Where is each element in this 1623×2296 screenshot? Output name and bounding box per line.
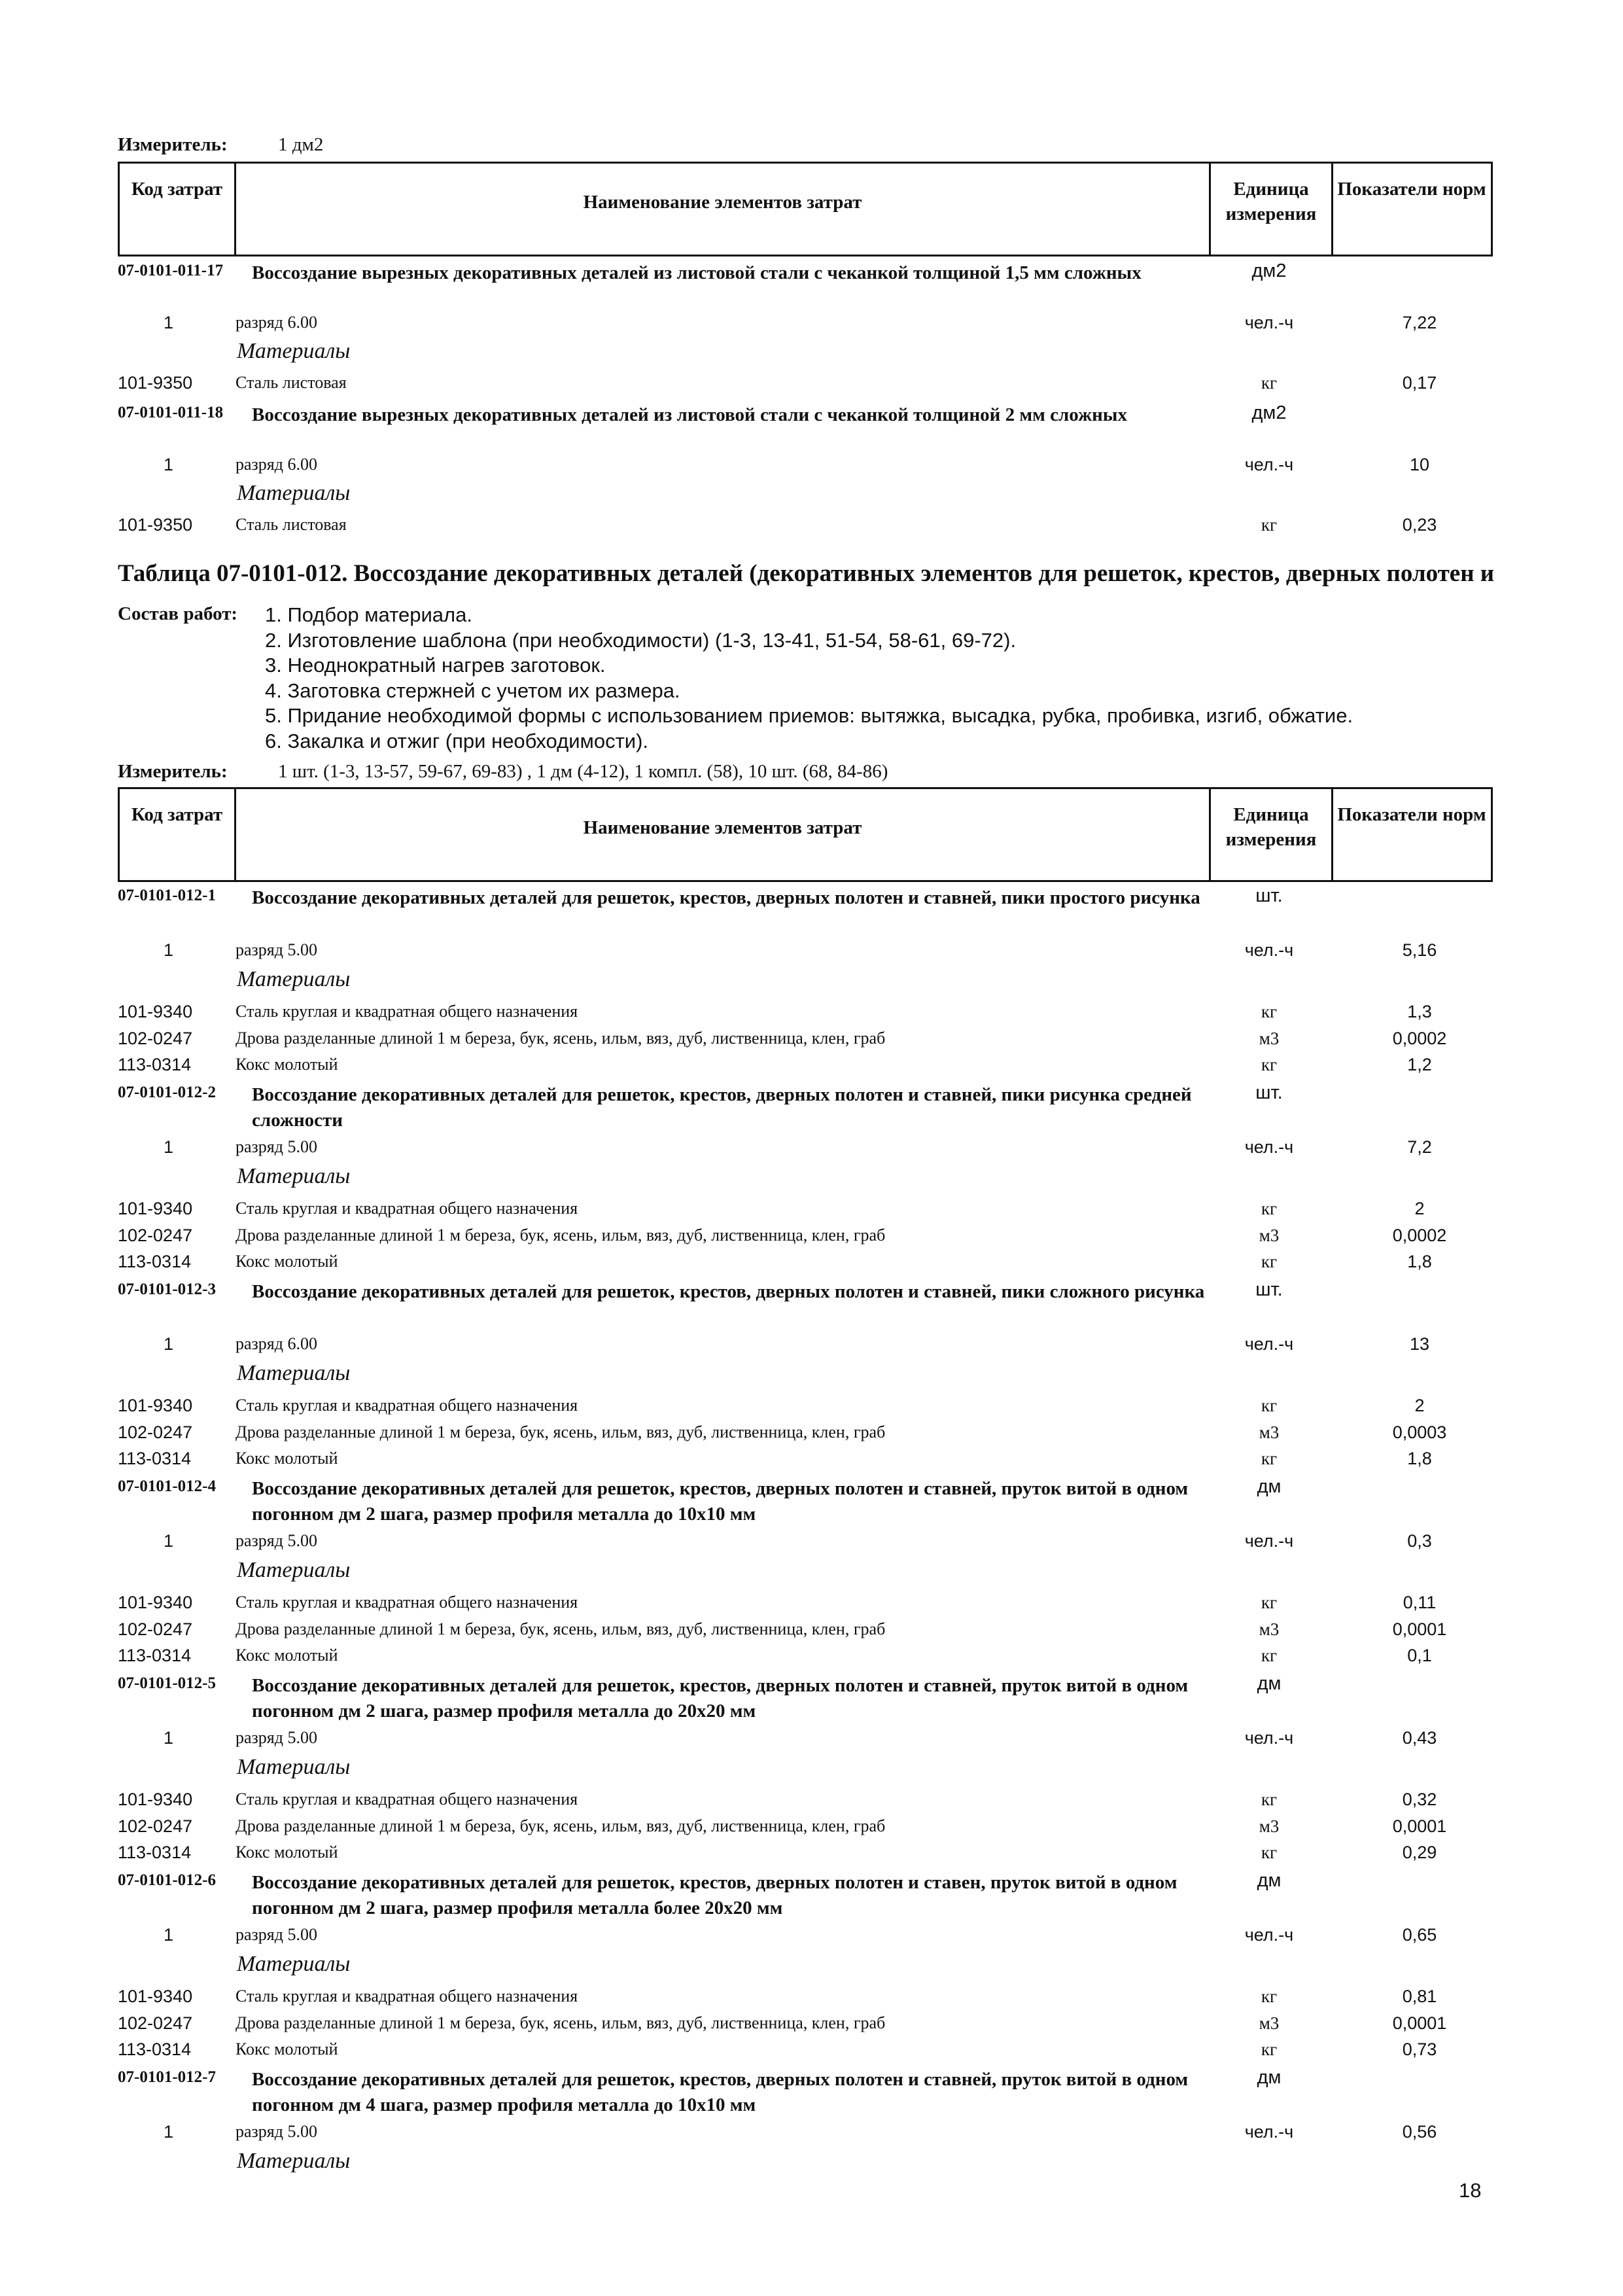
worker-unit: чел.-ч <box>1244 1531 1294 1551</box>
item-title: Воссоздание вырезных декоративных деталей из листовой стали с чеканкой толщиной 1,5 мм сложных <box>252 262 1142 283</box>
worker-value: 7,2 <box>1407 1137 1432 1157</box>
materials-label: Материалы <box>237 1558 351 1582</box>
materials-label: Материалы <box>237 481 351 505</box>
worker-code: 1 <box>164 1728 174 1748</box>
worker-name: разряд 6.00 <box>236 1334 317 1353</box>
material-unit: м3 <box>1259 1028 1280 1048</box>
table-header <box>118 162 1493 256</box>
material-code: 113-0314 <box>118 1843 192 1862</box>
material-value: 0,0002 <box>1392 1225 1447 1245</box>
header-name-2: Наименование элементов затрат <box>583 817 862 838</box>
material-unit: кг <box>1261 1055 1278 1074</box>
material-value: 0,17 <box>1402 373 1437 393</box>
table-header-2 <box>118 787 1493 882</box>
material-unit: кг <box>1261 2040 1278 2059</box>
material-name: Сталь листовая <box>236 373 347 392</box>
work-label: Состав работ: <box>118 603 238 624</box>
material-code: 113-0314 <box>118 1646 192 1665</box>
material-unit: м3 <box>1259 2013 1280 2033</box>
material-unit: кг <box>1261 1987 1278 2006</box>
worker-unit: чел.-ч <box>1244 1334 1294 1354</box>
header-code-2: Код затрат <box>131 804 223 825</box>
work-step: 5. Придание необходимой формы с использованием приемов: вытяжка, высадка, рубка, пробивка, изгиб, обжатие. <box>265 704 1353 727</box>
header-unit: Единица измерения <box>1225 179 1317 224</box>
worker-unit: чел.-ч <box>1244 1925 1294 1945</box>
material-name: Кокс молотый <box>236 2040 338 2058</box>
material-unit: кг <box>1261 1843 1278 1862</box>
worker-code: 1 <box>164 1925 174 1945</box>
work-step: 3. Неоднократный нагрев заготовок. <box>265 654 606 677</box>
worker-unit: чел.-ч <box>1244 2122 1294 2142</box>
table-title: Таблица 07-0101-012. Воссоздание декоративных деталей (декоративных элементов для решеток, крестов, дверных полотен и <box>118 560 1495 587</box>
materials-label: Материалы <box>237 1755 351 1779</box>
material-code: 102-0247 <box>118 2013 193 2033</box>
page-number: 18 <box>1459 2179 1482 2202</box>
material-name: Кокс молотый <box>236 1843 338 1862</box>
material-code: 113-0314 <box>118 2040 192 2059</box>
worker-value: 0,43 <box>1402 1728 1437 1748</box>
item-unit: дм2 <box>1251 260 1287 281</box>
material-unit: кг <box>1261 1252 1278 1271</box>
worker-value: 0,65 <box>1402 1925 1437 1945</box>
worker-code: 1 <box>164 313 174 332</box>
material-value: 0,0002 <box>1392 1028 1447 1048</box>
item-code: 07-0101-011-18 <box>118 404 224 421</box>
work-step: 6. Закалка и отжиг (при необходимости). <box>265 729 649 752</box>
worker-value: 13 <box>1409 1334 1430 1354</box>
item-title: Воссоздание декоративных деталей для решеток, крестов, дверных полотен и ставней, пруток витой в одном погонном дм 4 шага, размер профиля металла до 10х10 мм <box>252 2069 1189 2115</box>
material-code: 102-0247 <box>118 1028 193 1048</box>
worker-code: 1 <box>164 2122 174 2142</box>
material-unit: кг <box>1261 373 1278 393</box>
material-code: 102-0247 <box>118 1816 193 1836</box>
material-name: Дрова разделанные длиной 1 м береза, бук, ясень, ильм, вяз, дуб, лиственница, клен, граб <box>236 1028 886 1048</box>
header-name: Наименование элементов затрат <box>583 192 862 213</box>
worker-unit: чел.-ч <box>1244 940 1294 960</box>
material-unit: м3 <box>1259 1619 1280 1639</box>
material-unit: м3 <box>1259 1816 1280 1836</box>
item-unit: дм2 <box>1251 402 1287 423</box>
material-value: 0,29 <box>1402 1843 1437 1862</box>
materials-label: Материалы <box>237 1361 351 1385</box>
item-unit: дм <box>1257 2067 1282 2088</box>
worker-name: разряд 5.00 <box>236 1137 317 1156</box>
material-name: Дрова разделанные длиной 1 м береза, бук, ясень, ильм, вяз, дуб, лиственница, клен, граб <box>236 1619 886 1638</box>
header-norms-2: Показатели норм <box>1337 804 1486 825</box>
material-value: 0,11 <box>1403 1593 1437 1612</box>
header-norms: Показатели норм <box>1337 179 1486 200</box>
item-unit: шт. <box>1255 1279 1283 1300</box>
worker-name: разряд 6.00 <box>236 313 317 332</box>
material-code: 101-9340 <box>118 1002 193 1021</box>
worker-name: разряд 5.00 <box>236 1925 317 1944</box>
material-unit: кг <box>1261 1593 1278 1612</box>
item-title: Воссоздание вырезных декоративных деталей из листовой стали с чеканкой толщиной 2 мм сложных <box>252 404 1127 425</box>
header-code: Код затрат <box>131 179 223 200</box>
item-title: Воссоздание декоративных деталей для решеток, крестов, дверных полотен и ставней, пики рисунка средней сложности <box>252 1084 1192 1131</box>
measure-label-2: Измеритель: <box>118 761 228 782</box>
materials-label: Материалы <box>237 2149 351 2173</box>
materials-label: Материалы <box>237 967 351 991</box>
worker-code: 1 <box>164 940 174 960</box>
worker-value: 0,56 <box>1402 2122 1437 2142</box>
item-code: 07-0101-012-6 <box>118 1871 216 1889</box>
worker-unit: чел.-ч <box>1244 1137 1294 1157</box>
material-value: 1,3 <box>1407 1002 1432 1021</box>
material-name: Дрова разделанные длиной 1 м береза, бук, ясень, ильм, вяз, дуб, лиственница, клен, граб <box>236 1816 886 1835</box>
material-name: Сталь круглая и квадратная общего назначения <box>236 1002 578 1021</box>
material-unit: кг <box>1261 1449 1278 1468</box>
item-title: Воссоздание декоративных деталей для решеток, крестов, дверных полотен и ставней, пики простого рисунка <box>252 887 1200 908</box>
material-code: 101-9340 <box>118 1790 193 1809</box>
header-unit-2: Единица измерения <box>1225 804 1317 850</box>
material-value: 0,32 <box>1402 1790 1437 1809</box>
work-step: 1. Подбор материала. <box>265 603 472 626</box>
item-title: Воссоздание декоративных деталей для решеток, крестов, дверных полотен и ставней, пруток витой в одном погонном дм 2 шага, размер профиля металла до 10х10 мм <box>252 1478 1189 1525</box>
measure-value-2: 1 шт. (1-3, 13-57, 59-67, 69-83) , 1 дм (4-12), 1 компл. (58), 10 шт. (68, 84-86) <box>278 761 888 782</box>
worker-code: 1 <box>164 1531 174 1551</box>
worker-name: разряд 6.00 <box>236 455 317 474</box>
worker-value: 7,22 <box>1402 313 1437 332</box>
item-unit: дм <box>1257 1870 1282 1891</box>
work-step: 2. Изготовление шаблона (при необходимости) (1-3, 13-41, 51-54, 58-61, 69-72). <box>265 628 1017 652</box>
item-code: 07-0101-012-2 <box>118 1084 216 1101</box>
material-value: 2 <box>1414 1396 1425 1415</box>
material-code: 101-9350 <box>118 373 193 393</box>
worker-name: разряд 5.00 <box>236 1728 317 1747</box>
measure-value: 1 дм2 <box>278 134 324 155</box>
material-value: 1,8 <box>1407 1252 1432 1271</box>
worker-name: разряд 5.00 <box>236 2122 317 2141</box>
material-code: 102-0247 <box>118 1619 193 1639</box>
worker-value: 5,16 <box>1402 940 1437 960</box>
worker-unit: чел.-ч <box>1244 455 1294 474</box>
material-code: 113-0314 <box>118 1449 192 1468</box>
worker-unit: чел.-ч <box>1244 1728 1294 1748</box>
material-unit: м3 <box>1259 1225 1280 1245</box>
material-name: Дрова разделанные длиной 1 м береза, бук, ясень, ильм, вяз, дуб, лиственница, клен, граб <box>236 1422 886 1441</box>
material-value: 0,0001 <box>1392 2013 1447 2033</box>
material-unit: кг <box>1261 1790 1278 1809</box>
material-name: Сталь круглая и квадратная общего назначения <box>236 1790 578 1809</box>
material-name: Сталь круглая и квадратная общего назначения <box>236 1987 578 2005</box>
material-name: Кокс молотый <box>236 1055 338 1074</box>
material-code: 101-9340 <box>118 1396 193 1415</box>
item-title: Воссоздание декоративных деталей для решеток, крестов, дверных полотен и ставней, пруток витой в одном погонном дм 2 шага, размер профиля металла до 20х20 мм <box>252 1675 1189 1722</box>
item-code: 07-0101-012-4 <box>118 1477 216 1495</box>
material-name: Дрова разделанные длиной 1 м береза, бук, ясень, ильм, вяз, дуб, лиственница, клен, граб <box>236 1225 886 1245</box>
material-name: Сталь круглая и квадратная общего назначения <box>236 1199 578 1218</box>
material-value: 0,0003 <box>1392 1422 1447 1442</box>
worker-code: 1 <box>164 455 174 474</box>
material-name: Сталь круглая и квадратная общего назначения <box>236 1396 578 1415</box>
materials-label: Материалы <box>237 1952 351 1976</box>
item-title: Воссоздание декоративных деталей для решеток, крестов, дверных полотен и ставней, пики сложного рисунка <box>252 1281 1205 1302</box>
worker-code: 1 <box>164 1137 174 1157</box>
material-code: 101-9340 <box>118 1199 193 1218</box>
material-unit: кг <box>1261 1396 1278 1415</box>
item-unit: шт. <box>1255 1082 1283 1103</box>
material-name: Кокс молотый <box>236 1449 338 1468</box>
materials-label: Материалы <box>237 1164 351 1188</box>
material-code: 113-0314 <box>118 1055 192 1074</box>
material-value: 0,73 <box>1402 2040 1437 2059</box>
material-unit: кг <box>1261 515 1278 535</box>
worker-name: разряд 5.00 <box>236 940 317 959</box>
material-name: Кокс молотый <box>236 1646 338 1665</box>
worker-code: 1 <box>164 1334 174 1354</box>
worker-name: разряд 5.00 <box>236 1531 317 1550</box>
material-code: 101-9350 <box>118 515 193 535</box>
material-code: 101-9340 <box>118 1987 193 2006</box>
material-code: 102-0247 <box>118 1225 193 1245</box>
material-name: Дрова разделанные длиной 1 м береза, бук, ясень, ильм, вяз, дуб, лиственница, клен, граб <box>236 2013 886 2032</box>
item-unit: дм <box>1257 1673 1282 1694</box>
material-code: 113-0314 <box>118 1252 192 1271</box>
material-value: 1,2 <box>1407 1055 1432 1074</box>
material-value: 0,0001 <box>1392 1619 1447 1639</box>
item-unit: шт. <box>1255 885 1283 906</box>
material-unit: кг <box>1261 1002 1278 1021</box>
material-unit: кг <box>1261 1646 1278 1665</box>
worker-value: 0,3 <box>1407 1531 1432 1551</box>
material-value: 0,23 <box>1402 515 1437 535</box>
material-value: 0,81 <box>1402 1987 1437 2006</box>
material-name: Сталь круглая и квадратная общего назначения <box>236 1593 578 1612</box>
material-code: 102-0247 <box>118 1422 193 1442</box>
item-code: 07-0101-011-17 <box>118 262 224 279</box>
material-code: 101-9340 <box>118 1593 193 1612</box>
material-name: Кокс молотый <box>236 1252 338 1271</box>
item-unit: дм <box>1257 1476 1282 1497</box>
item-code: 07-0101-012-3 <box>118 1280 216 1298</box>
measure-label: Измеритель: <box>118 134 228 155</box>
material-name: Сталь листовая <box>236 515 347 534</box>
worker-value: 10 <box>1409 455 1430 474</box>
material-value: 0,0001 <box>1392 1816 1447 1836</box>
item-code: 07-0101-012-5 <box>118 1674 216 1692</box>
item-code: 07-0101-012-1 <box>118 887 216 904</box>
item-code: 07-0101-012-7 <box>118 2068 216 2086</box>
material-unit: м3 <box>1259 1422 1280 1442</box>
worker-unit: чел.-ч <box>1244 313 1294 332</box>
work-step: 4. Заготовка стержней с учетом их размера. <box>265 679 680 702</box>
material-value: 0,1 <box>1407 1646 1432 1665</box>
material-value: 2 <box>1414 1199 1425 1218</box>
material-value: 1,8 <box>1407 1449 1432 1468</box>
item-title: Воссоздание декоративных деталей для решеток, крестов, дверных полотен и ставен, пруток витой в одном погонном дм 2 шага, размер профиля металла более 20х20 мм <box>252 1872 1178 1918</box>
materials-label: Материалы <box>237 339 351 363</box>
material-unit: кг <box>1261 1199 1278 1218</box>
